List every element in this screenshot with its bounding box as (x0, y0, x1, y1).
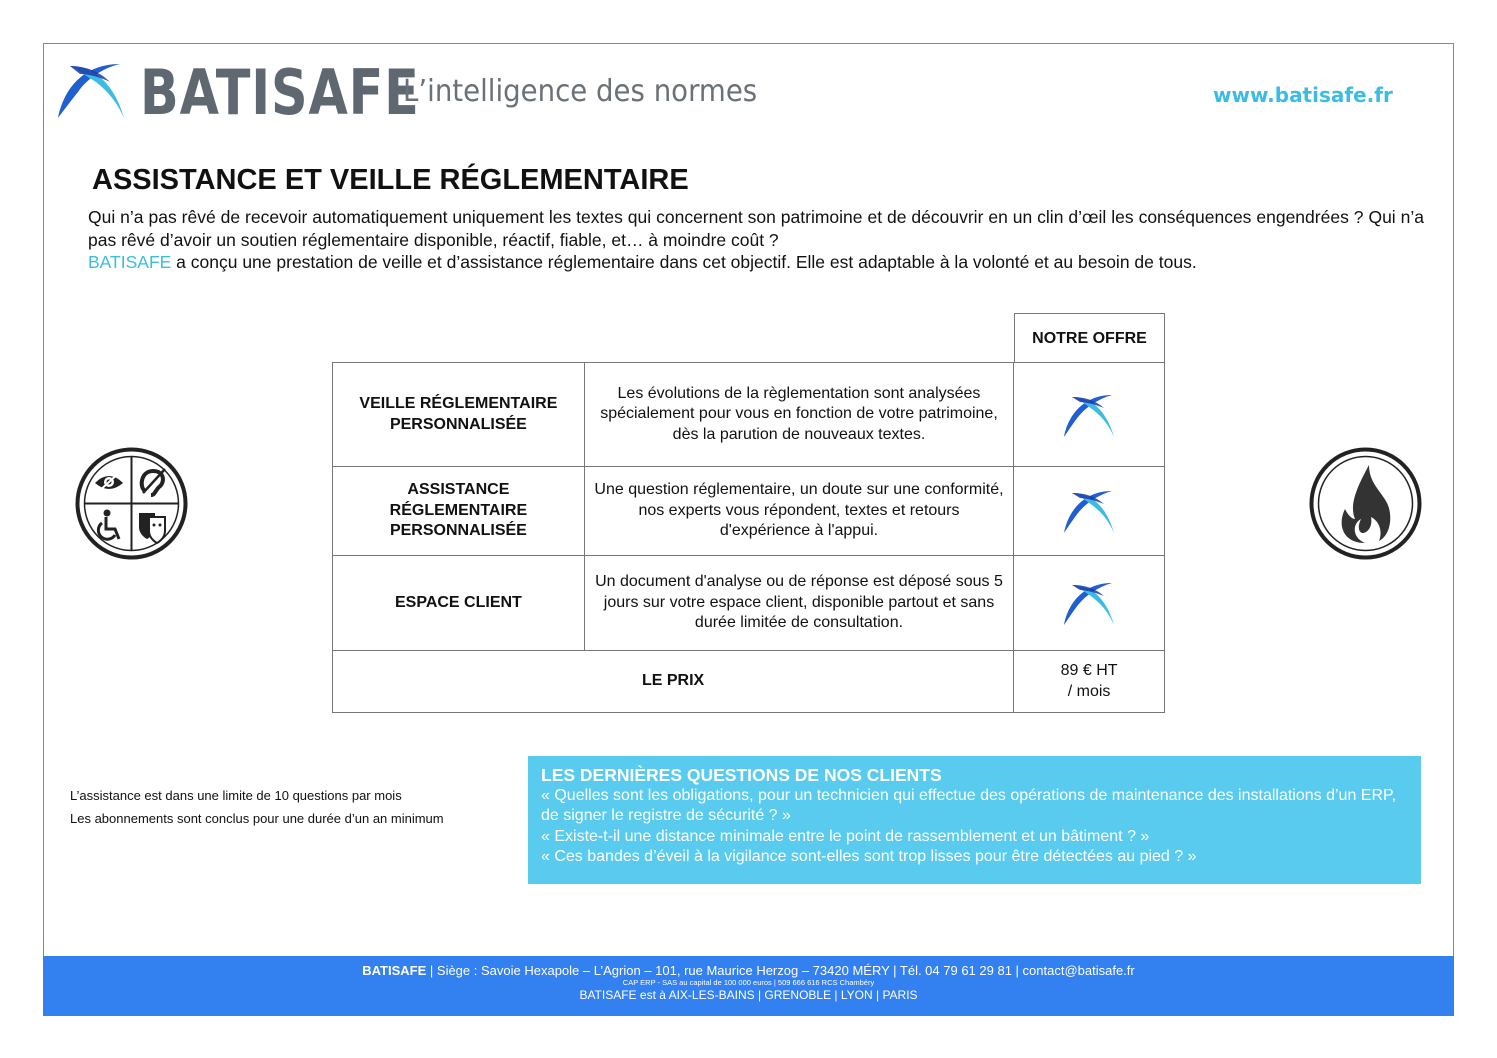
intro-paragraph-2 (88, 251, 1424, 274)
price-cell (1014, 651, 1165, 713)
row-description: Un document d'analyse ou de réponse est déposé sous 5 jours sur votre espace client, disponible partout et sans durée limitée de consultation. (584, 556, 1013, 651)
intro-brand: BATISAFE (88, 252, 172, 272)
subscription-notes (70, 784, 444, 830)
note-line: Les abonnements sont conclus pour une durée d’un an minimum (70, 811, 444, 826)
table-row (333, 556, 1165, 651)
note-line: L’assistance est dans une limite de 10 questions par mois (70, 788, 402, 803)
footer (43, 956, 1454, 1016)
row-label: VEILLE RÉGLEMENTAIRE PERSONNALISÉE (333, 363, 585, 467)
tagline: L’intelligence des normes (403, 74, 758, 109)
row-offer-cell (1014, 556, 1165, 651)
batisafe-check-icon (1062, 579, 1116, 627)
question-item: « Ces bandes d’éveil à la vigilance sont-elles sont trop lisses pour être détectées au pied ? » (541, 847, 1197, 865)
brand-name: BATISAFE (140, 56, 420, 129)
table-row (333, 467, 1165, 556)
row-label: ESPACE CLIENT (333, 556, 585, 651)
row-offer-cell (1014, 363, 1165, 467)
offer-column-header: NOTRE OFFRE (1014, 313, 1165, 363)
offer-table (332, 362, 1165, 713)
row-label: ASSISTANCE RÉGLEMENTAIRE PERSONNALISÉE (333, 467, 585, 556)
accessibility-disabilities-icon (75, 447, 188, 560)
intro-text (88, 206, 1424, 274)
footer-locations: BATISAFE est à AIX-LES-BAINS | GRENOBLE | LYON | PARIS (579, 988, 918, 1002)
row-description: Une question réglementaire, un doute sur une conformité, nos experts vous répondent, textes et retours d'expérience à l'appui. (584, 467, 1013, 556)
batisafe-check-icon (1062, 391, 1116, 439)
footer-brand: BATISAFE (362, 963, 427, 978)
row-offer-cell (1014, 467, 1165, 556)
price-value: 89 € HT (1060, 662, 1118, 679)
footer-contact (43, 963, 1454, 978)
footer-address: | Siège : Savoie Hexapole – L’Agrion – 101, rue Maurice Herzog – 73420 MÉRY | Tél. 04 79 61 29 81 | contact@batisafe.fr (426, 963, 1135, 978)
intro-paragraph-1: Qui n’a pas rêvé de recevoir automatiquement uniquement les textes qui concernent son patrimoine et de découvrir en un clin d’œil les conséquences engendrées ? Qui n’a pas rêvé d’avoir un soutien réglementaire disponible, réactif, fiable, et… à moindre coût ? (88, 207, 1424, 250)
price-label: LE PRIX (333, 651, 1014, 713)
question-item: « Quelles sont les obligations, pour un technicien qui effectue des opérations de maintenance des installations d’un ERP, de signer le registre de sécurité ? » (541, 787, 1397, 825)
footer-legal: CAP ERP - SAS au capital de 100 000 euros | 509 666 616 RCS Chambéry (622, 978, 875, 987)
fire-safety-flame-icon (1309, 447, 1422, 560)
price-period: / mois (1067, 682, 1111, 700)
batisafe-check-icon (1062, 487, 1116, 535)
batisafe-logo-icon (56, 60, 126, 120)
price-row (333, 651, 1165, 713)
page-title: ASSISTANCE ET VEILLE RÉGLEMENTAIRE (92, 164, 689, 196)
table-row (333, 363, 1165, 467)
row-description: Les évolutions de la règlementation sont analysées spécialement pour vous en fonction de votre patrimoine, dès la parution de nouveaux textes. (584, 363, 1013, 467)
intro-paragraph-2-text: a conçu une prestation de veille et d’assistance réglementaire dans cet objectif. Elle est adaptable à la volonté et au besoin de tous. (171, 252, 1197, 272)
questions-title: LES DERNIÈRES QUESTIONS DE NOS CLIENTS (541, 765, 942, 785)
question-item: « Existe-t-il une distance minimale entre le point de rassemblement et un bâtiment ? » (541, 827, 1150, 845)
website-link[interactable]: www.batisafe.fr (1213, 83, 1393, 107)
client-questions-box (528, 756, 1421, 884)
